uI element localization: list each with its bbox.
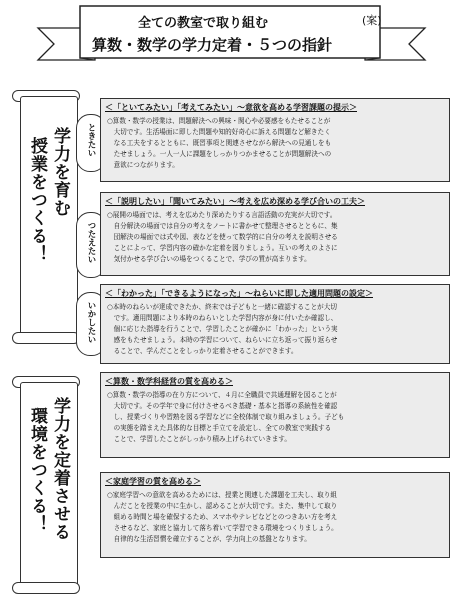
- box-body-2: [107, 210, 338, 265]
- section2-scroll-line1: 学力を定着させる: [50, 397, 70, 541]
- box4-line: し、授業づくりや習熟を図る学習などに全校体制で取り組みましょう。子ども: [107, 413, 345, 421]
- box5-line: んだことを授業の中に生かし、認めることが大切です。また、集中して取り: [107, 502, 338, 510]
- section1-scroll-line2: 授業をつくる！: [27, 137, 47, 263]
- box2-line: 自分解決の場面では自分の考えをノートに書かせて整理させるとともに、集: [107, 222, 338, 230]
- box-body-1: [107, 116, 331, 171]
- box5-line: 自律的な生活習慣を確立することが、学力向上の基盤となります。: [107, 535, 311, 543]
- box2-line: ○展開の場面では、考えを広めたり深めたりする言語活動の充実が大切です。: [107, 211, 337, 219]
- box4-line: の実態を踏まえた具体的な目標と手立てを設定し、全ての教室で実践する: [107, 424, 332, 432]
- content-box-2: [100, 192, 450, 276]
- box-body-3: [107, 302, 338, 357]
- box-heading-4: ＜算数・数学科経営の質を高める＞: [105, 377, 233, 386]
- box-heading-2: ＜「説明したい」「聞いてみたい」～考えを広め深める学び合いの工夫＞: [105, 197, 365, 206]
- box5-line: させるなど、家庭と協力して落ち着いて学習できる環境をつくりましょう。: [107, 524, 338, 532]
- box-heading-1: ＜「といてみたい」「考えてみたい」～意欲を高める学習課題の提示＞: [105, 103, 357, 112]
- section1-scroll-line1: 学力を育む: [50, 127, 70, 217]
- box5-line: ○家庭学習への意欲を高めるためには、授業と関連した課題を工夫し、取り組: [107, 491, 337, 499]
- box1-line: なる工夫をするとともに、既習事項と関連させながら解決への見通しをも: [107, 139, 332, 147]
- box-body-5: [107, 490, 338, 545]
- box3-line: ることで、学んだことをしっかり定着させることができます。: [107, 347, 298, 355]
- section2-scroll: [20, 382, 78, 588]
- section2-scroll-line2: 環境をつくる！: [27, 407, 47, 533]
- box-body-4: [107, 390, 344, 445]
- title-line2: 算数・数学の学力定着・５つの指針: [92, 36, 333, 54]
- box3-line: です。適用問題により本時のねらいとした学習内容が身に付いたか確認し、: [107, 314, 338, 322]
- content-box-3: [100, 284, 450, 364]
- section1-scroll: [20, 96, 78, 338]
- box-heading-5: ＜家庭学習の質を高める＞: [105, 477, 201, 486]
- bubble-text-1: ときたい: [86, 123, 96, 157]
- box3-line: ○本時のねらいが達成できたか、終末では子どもと一緒に確認することが大切: [107, 303, 337, 311]
- box2-line: 気付かせる学び合いの場をつくることで、学びの質が高まります。: [107, 255, 311, 263]
- box3-line: 個に応じた指導を行うことで、学習したことが確かに「わかった」という実: [107, 325, 338, 333]
- box3-line: 感をもたせましょう。本時の学習について、ねらいに立ち返って振り返らせ: [107, 336, 338, 344]
- content-box-4: [100, 372, 450, 458]
- content-box-5: [100, 472, 450, 558]
- box4-line: ○算数・数学の指導の在り方について、４月に全職員で共通理解を図ることが: [107, 391, 337, 399]
- box1-line: 意欲につながります。: [107, 161, 179, 169]
- box1-line: 大切です。生活場面に即した問題や知的好奇心に訴える問題など解きたく: [107, 128, 331, 136]
- scroll-bottom-cap: [12, 332, 80, 344]
- box4-line: ことで、学習したことがしっかり積み上げられていきます。: [107, 435, 291, 443]
- content-box-1: [100, 98, 450, 182]
- box1-line: ○算数・数学の授業は、問題解決への興味・関心や必要感をもたせることが: [107, 117, 331, 125]
- box-heading-3: ＜「わかった」「できるようになった」～ねらいに即した適用問題の設定＞: [105, 289, 373, 298]
- title-line1: 全ての教室で取り組む: [138, 16, 269, 31]
- box2-line: 団解決の場面では式や図、表などを使って数学的に自分の考えを説明させる: [107, 233, 338, 241]
- title-draft-tag: (案): [362, 14, 382, 27]
- box1-line: たせましょう。一人一人に課題をしっかりつかませることが問題解決への: [107, 150, 332, 158]
- bubble-text-2: つたえたい: [86, 221, 96, 264]
- box4-line: 大切です。その学年で身に付けさせるべき基礎・基本と指導の系統性を確認: [107, 402, 338, 410]
- bubble-text-3: いかしたい: [86, 301, 96, 344]
- scroll-bottom-cap: [12, 582, 80, 594]
- box2-line: ことによって、学習内容の確かな定着を図りましょう。互いの考えのよさに: [107, 244, 338, 252]
- box5-line: 組める時間と場を確保するため、スマホやテレビなどとのつきあい方を考え: [107, 513, 338, 521]
